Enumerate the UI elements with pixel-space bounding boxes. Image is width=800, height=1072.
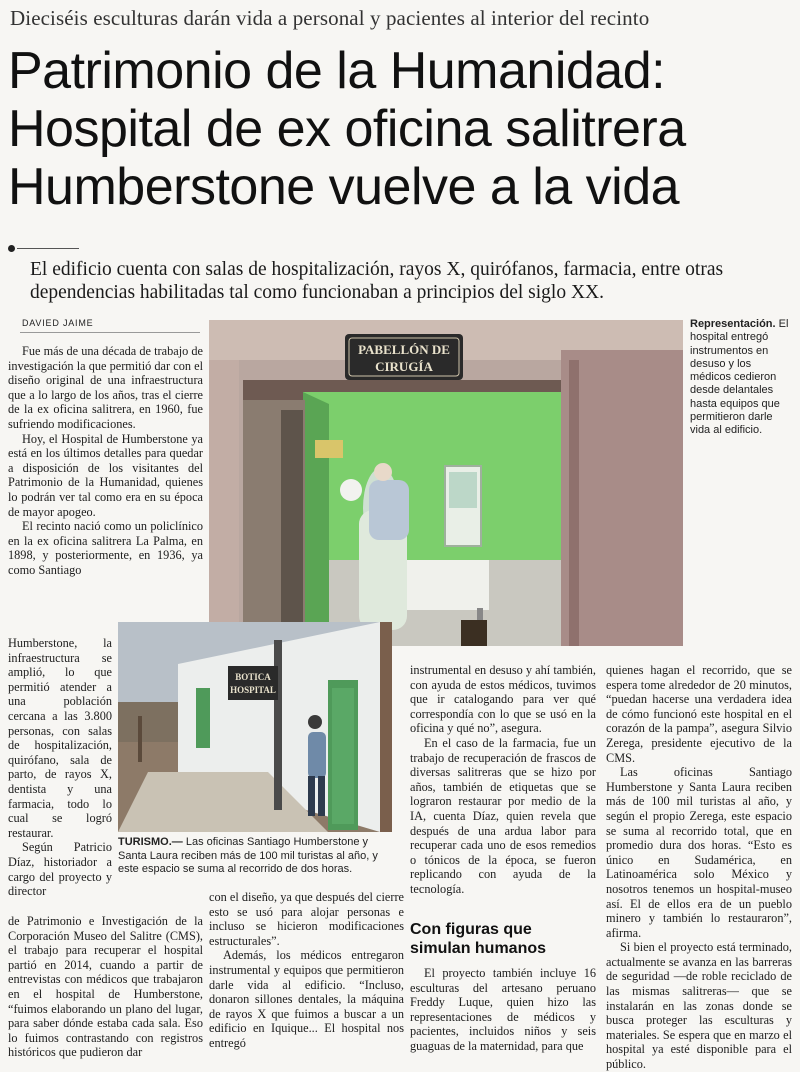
paragraph: Humberstone, la infraestructura se amplió, lo que permitió atender a una población cercana a las 3.800 personas, con salas de hospitalización, quirófano, sala de parto, de rayos X, dentista y una farmacia, todo lo cual se logró restaurar. bbox=[8, 636, 112, 840]
caption-main bbox=[690, 318, 790, 438]
paragraph: El proyecto también incluye 16 esculturas del artesano peruano Freddy Luque, quien hizo las representaciones de médicos y pacientes, incluidos niños y seis guaguas de la maternidad, para que bbox=[410, 966, 596, 1053]
column-3-lower bbox=[410, 966, 596, 1054]
byline: DAVIED JAIME bbox=[22, 318, 94, 328]
paragraph: Hoy, el Hospital de Humberstone ya está en los últimos detalles para quedar a disposición de los visitantes del Patrimonio de la Humanidad, quienes lo podrán ver tal como era en su época de mayor apogeo. bbox=[8, 431, 203, 519]
caption-second-text: Las oficinas Santiago Humberstone y Santa Laura reciben más de 100 mil turistas al año, y este espacio se suma al recorrido de dos horas. bbox=[118, 836, 378, 875]
byline-rule bbox=[20, 332, 200, 333]
paragraph: Según Patricio Díaz, historiador a cargo del proyecto y director bbox=[8, 840, 112, 899]
kicker: Dieciséis esculturas darán vida a personal y pacientes al interior del recinto bbox=[10, 6, 650, 30]
paragraph: El recinto nació como un policlínico en la ex oficina salitrera La Palma, en 1898, y posteriormente, en 1936, ya como Santiago bbox=[8, 519, 203, 577]
paragraph: En el caso de la farmacia, fue un trabajo de recuperación de frascos de diversas salitreras que se hizo por años, también de etiquetas que se lograron restaurar por medio de la IA, cuenta Díaz, quien revela que después de una ardua labor para recuperar cada uno de esos remedios o tónicos de la época, se fueron replicando con ayuda de la tecnología. bbox=[410, 735, 596, 896]
paragraph: Fue más de una década de trabajo de investigación la que permitió dar con el diseño original de una infraestructura que a lo largo de los años, tras el cierre de la ex oficina salitrera, en 1960, fue sufriendo modificaciones. bbox=[8, 344, 203, 431]
sign-line-2: CIRUGÍA bbox=[375, 359, 433, 374]
paragraph: con el diseño, ya que después del cierre esto se usó para alojar personas e incluso se hicieron modificaciones estructurales”. bbox=[209, 890, 404, 948]
headline-line-3: Humberstone vuelve a la vida bbox=[8, 158, 680, 216]
paragraph: Las oficinas Santiago Humberstone y Santa Laura reciben más de 100 mil turistas al año, y según el propio Zerega, este espacio se suma al recorrido total, que en promedio dura dos horas. “Esto es único en Sudamérica, en Latinoamérica solo México y nosotros tenemos un hospital-museo así. El de ellos era de un pueblo minero y también lo restauraron”, afirma. bbox=[606, 765, 792, 940]
paragraph: Si bien el proyecto está terminado, actualmente se avanza en las barreras de seguridad —de roble reciclado de las mismas salitreras— que se instalarán en las zonas donde se busca proteger las esculturas y materiales. Se espera que en marzo el hospital ya esté disponible para el público. bbox=[606, 940, 792, 1072]
photo-surgery-pavilion bbox=[209, 320, 683, 646]
caption-main-text: El hospital entregó instrumentos en desuso y los médicos cedieron desde delantales hasta equipos que permitieron darle vida al edificio. bbox=[690, 318, 789, 437]
paragraph: Además, los médicos entregaron instrumental y equipos que permitieron darle vida al edificio. “Incluso, donaron sillones dentales, la máquina de rayos X que fuimos a buscar a un edificio en Iquique... El hospital nos entregó bbox=[209, 948, 404, 1050]
photo-botica-hospital bbox=[118, 622, 392, 832]
column-1-upper bbox=[8, 344, 203, 578]
sign-line-2: HOSPITAL bbox=[230, 685, 276, 695]
caption-second bbox=[118, 836, 392, 877]
caption-second-label: TURISMO.— bbox=[118, 836, 183, 848]
caption-main-label: Representación. bbox=[690, 318, 776, 330]
paragraph: de Patrimonio e Investigación de la Corporación Museo del Salitre (CMS), el trabajo para recuperar el hospital partió en 2014, cuando a partir de entrevistas con médicos que trabajaron en el hospital de Humberstone, “fuimos elaborando un plano del lugar, para saber dónde estaba cada sala. Eso lo fuimos contrastando con registros históricos que pudieron dar bbox=[8, 914, 203, 1060]
headline-line-2: Hospital de ex oficina salitrera bbox=[8, 100, 686, 158]
divider-dot bbox=[8, 245, 15, 252]
paragraph: instrumental en desuso y ahí también, con ayuda de estos médicos, tuvimos que ir catalogando para ver qué correspondía con lo que se usó en la oficina y qué no”, asegura. bbox=[410, 663, 596, 736]
column-2 bbox=[209, 890, 404, 1051]
column-1-lower bbox=[8, 914, 203, 1060]
column-1-narrow bbox=[8, 636, 112, 899]
sign-line-1: BOTICA bbox=[235, 672, 271, 682]
paragraph: quienes hagan el recorrido, que se espera tome alrededor de 20 minutos, “puedan hacerse una verdadera idea de cómo funcionó este hospital en el corazón de la pampa”, asegura Silvio Zerega, presidente ejecutivo de la CMS. bbox=[606, 663, 792, 765]
deck: El edificio cuenta con salas de hospitalización, rayos X, quirófanos, farmacia, entre otras dependencias habilitadas tal como funcionaban a principios del siglo XX. bbox=[30, 259, 724, 303]
headline-line-1: Patrimonio de la Humanidad: bbox=[8, 42, 666, 100]
sign-line-1: PABELLÓN DE bbox=[358, 342, 450, 357]
divider-line bbox=[17, 248, 79, 249]
headline bbox=[8, 42, 798, 216]
subheading: Con figuras que simulan humanos bbox=[410, 921, 547, 957]
column-3-upper bbox=[410, 663, 596, 897]
column-4 bbox=[606, 663, 792, 1072]
